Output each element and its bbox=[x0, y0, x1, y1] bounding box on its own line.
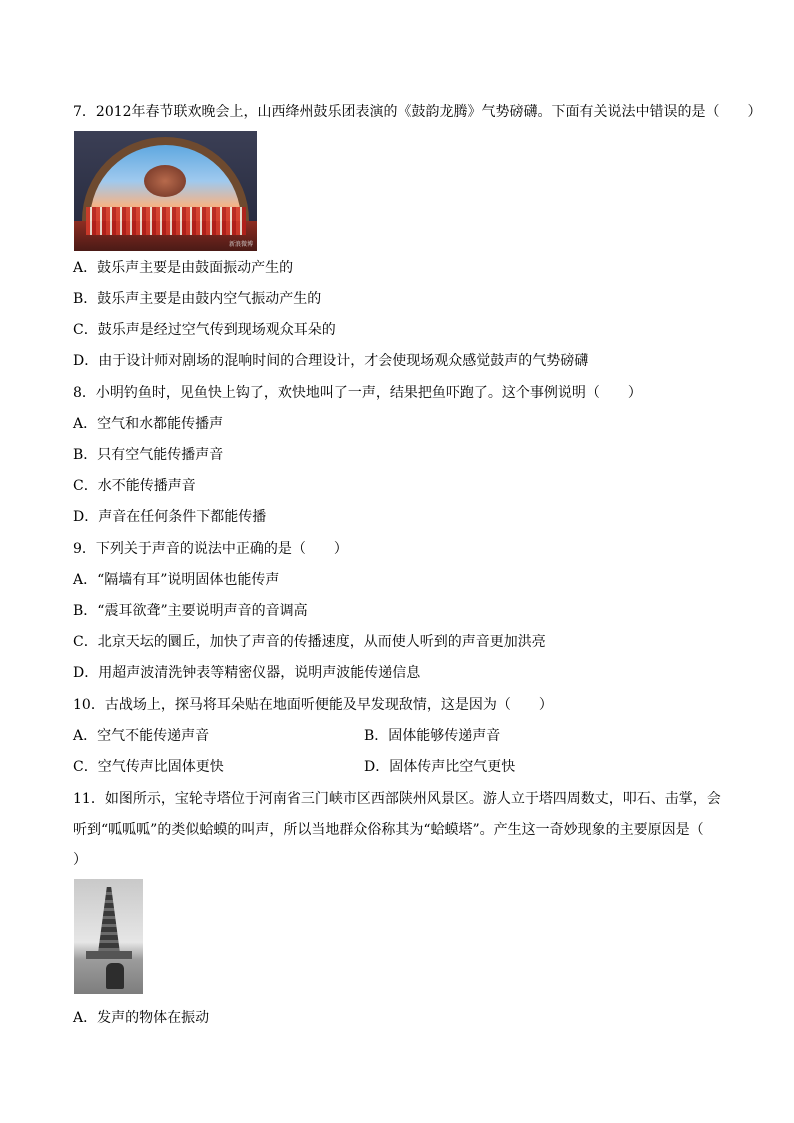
q9-option-d: D．用超声波清洗钟表等精密仪器，说明声波能传递信息 bbox=[73, 665, 421, 681]
image-watermark: 新浪微博 bbox=[228, 241, 253, 248]
q11-stem-line-2: 听到“呱呱呱”的类似蛤蟆的叫声，所以当地群众俗称其为“蛤蟆塔”。产生这一奇妙现象的主要原因是（ bbox=[73, 822, 704, 838]
q8-option-c: C．水不能传播声音 bbox=[73, 478, 196, 494]
q10-option-b: B．固体能够传递声音 bbox=[364, 728, 501, 744]
q8-option-d: D．声音在任何条件下都能传播 bbox=[73, 509, 267, 525]
q10-option-c: C．空气传声比固体更快 bbox=[73, 759, 224, 775]
q11-option-a: A．发声的物体在振动 bbox=[73, 1010, 210, 1026]
q8-option-b: B．只有空气能传播声音 bbox=[73, 447, 224, 463]
pagoda-icon bbox=[98, 887, 120, 953]
q7-stem: 7．2012年春节联欢晚会上，山西绛州鼓乐团表演的《鼓韵龙腾》气势磅礴。下面有关说法中错误的是（ ） bbox=[73, 104, 762, 120]
q9-stem: 9．下列关于声音的说法中正确的是（ ） bbox=[73, 541, 348, 557]
q10-option-a: A．空气不能传递声音 bbox=[73, 728, 210, 744]
q9-option-c: C．北京天坛的圜丘，加快了声音的传播速度，从而使人听到的声音更加洪亮 bbox=[73, 634, 546, 650]
q9-option-a: A．“隔墙有耳”说明固体也能传声 bbox=[73, 572, 280, 588]
q10-stem: 10．古战场上，探马将耳朵贴在地面听便能及早发现敌情，这是因为（ ） bbox=[73, 697, 553, 713]
q8-stem: 8．小明钓鱼时，见鱼快上钩了，欢快地叫了一声，结果把鱼吓跑了。这个事例说明（ ） bbox=[73, 385, 642, 401]
q7-option-d: D．由于设计师对剧场的混响时间的合理设计，才会使现场观众感觉鼓声的气势磅礴 bbox=[73, 353, 589, 369]
drum-performance-image bbox=[74, 131, 257, 251]
drum-icon bbox=[144, 165, 186, 197]
q9-option-b: B．“震耳欲聋”主要说明声音的音调高 bbox=[73, 603, 308, 619]
q11-stem-line-3: ） bbox=[73, 852, 87, 868]
person-icon bbox=[106, 963, 124, 989]
q8-option-a: A．空气和水都能传播声 bbox=[73, 416, 224, 432]
q11-stem-line-1: 11．如图所示，宝轮寺塔位于河南省三门峡市区西部陕州风景区。游人立于塔四周数丈，叩石、击掌，会 bbox=[73, 791, 721, 807]
q7-option-c: C．鼓乐声是经过空气传到现场观众耳朵的 bbox=[73, 322, 336, 338]
pagoda-image bbox=[74, 879, 143, 994]
q10-option-d: D．固体传声比空气更快 bbox=[364, 759, 516, 775]
q7-option-b: B．鼓乐声主要是由鼓内空气振动产生的 bbox=[73, 291, 322, 307]
q7-option-a: A．鼓乐声主要是由鼓面振动产生的 bbox=[73, 260, 294, 276]
